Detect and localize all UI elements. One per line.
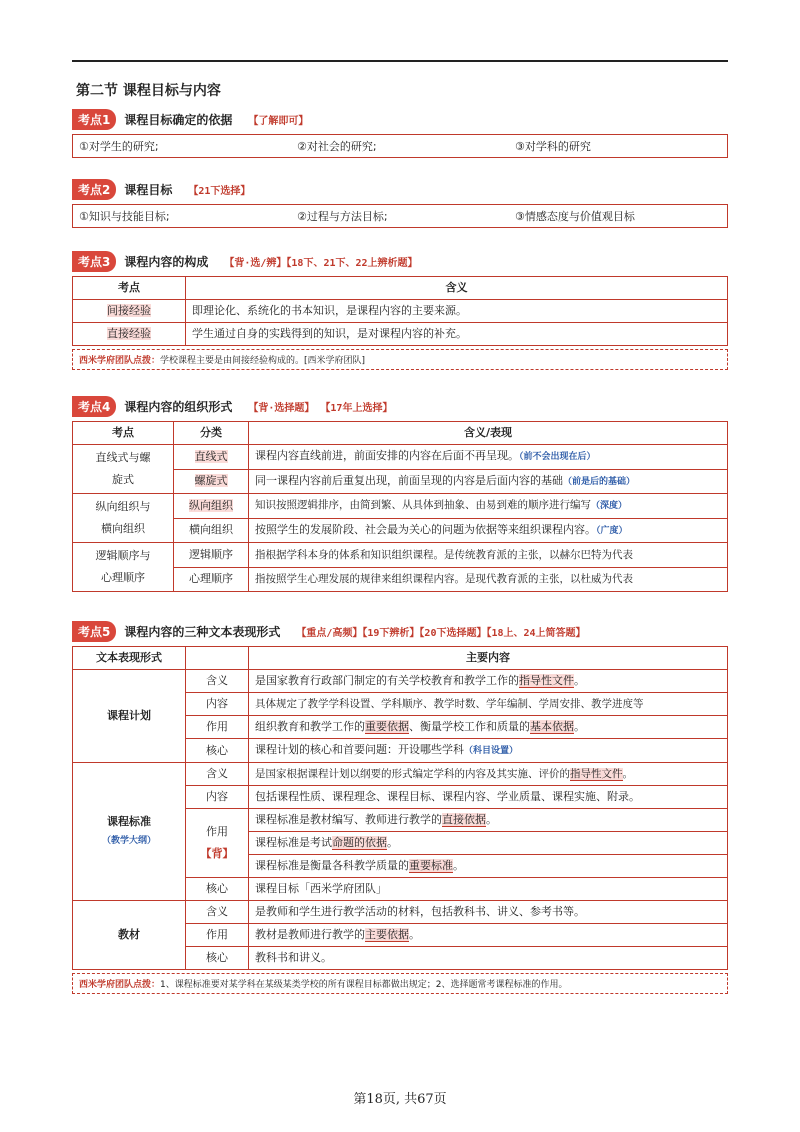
- highlight: 命题的依据: [332, 836, 387, 849]
- k3-meaning: 学生通过自身的实践得到的知识，是对课程内容的补充。: [186, 323, 728, 346]
- k5-key: 核心: [186, 878, 249, 901]
- text: 是国家根据课程计划以纲要的形式编定学科的内容及其实施、评价的: [255, 768, 570, 780]
- table-row: [73, 670, 728, 693]
- top-rule: [72, 60, 728, 62]
- k5-key: 作用: [186, 924, 249, 947]
- k5-table: [72, 646, 728, 970]
- note-text: 学校课程主要是由间接经验构成的。[西米学府团队]: [160, 356, 366, 366]
- k1-item: ②对社会的研究;: [297, 140, 377, 153]
- k4-header: 考点: [73, 422, 174, 445]
- text: 是教师和学生进行教学活动的材料，包括教科书、讲义、参考书等。: [249, 901, 728, 924]
- k2-title: 课程目标: [124, 182, 173, 197]
- text: 。: [387, 836, 398, 849]
- table-row: [73, 300, 728, 323]
- k1-tag: 【了解即可】: [248, 115, 309, 127]
- k4-table: [72, 421, 728, 592]
- k5-std-label: 课程标准: [107, 815, 151, 828]
- k3-badge: 考点3: [72, 251, 116, 272]
- k5-header: 文本表现形式: [73, 647, 186, 670]
- k4-group: 横向组织: [101, 522, 145, 535]
- table-row: [73, 323, 728, 346]
- k4-tag: 【背·选择题】 【17年上选择】: [248, 402, 393, 414]
- section-k3: [72, 250, 728, 370]
- section-k2: [72, 178, 728, 228]
- k5-header: 主要内容: [249, 647, 728, 670]
- k4-type: 纵向组织: [189, 498, 233, 512]
- k4-group: 纵向组织与: [95, 500, 151, 513]
- section-k1: [72, 108, 728, 158]
- k3-table: [72, 276, 728, 346]
- k3-term: 间接经验: [107, 304, 151, 317]
- table-row: [73, 494, 728, 519]
- k4-text: 课程内容直线前进，前面安排的内容在后面不再呈现。: [255, 449, 519, 463]
- section-k4: [72, 395, 728, 592]
- k2-item: ②过程与方法目标;: [297, 210, 388, 223]
- k3-header: 考点: [73, 277, 186, 300]
- k4-header: 含义/表现: [249, 422, 728, 445]
- k3-title: 课程内容的构成: [124, 254, 209, 269]
- k4-hint: （前不会出现在后）: [519, 452, 596, 463]
- k4-header: 分类: [174, 422, 249, 445]
- k5-tag-bei: 【背】: [200, 847, 234, 860]
- k5-plan-label: 课程计划: [73, 670, 186, 763]
- note-text: 1、课程标准要对某学科在某级某类学校的所有课程目标都做出规定；2、选择题常考课程标准的作用。: [160, 980, 568, 990]
- k2-badge: 考点2: [72, 179, 116, 200]
- k4-type: 直线式: [194, 449, 228, 463]
- k4-group: 旋式: [112, 473, 134, 486]
- text: 课程标准是衡量各科教学质量的: [255, 859, 409, 872]
- text: 。: [453, 859, 464, 872]
- text: 。: [574, 720, 585, 733]
- text: 组织教育和教学工作的: [255, 720, 365, 733]
- k5-badge: 考点5: [72, 621, 116, 642]
- text: 。: [622, 768, 633, 780]
- section-k5: [72, 620, 728, 994]
- k5-tag: 【重点/高频】【19下辨析】【20下选择题】【18上、24上简答题】: [296, 627, 586, 639]
- page-footer: 第18页, 共67页: [353, 1092, 447, 1107]
- text: 课程目标「西米学府团队」: [249, 878, 728, 901]
- k5-book-label: 教材: [73, 901, 186, 970]
- k4-group: 心理顺序: [101, 571, 145, 584]
- k4-hint: （广度）: [596, 525, 628, 536]
- k5-key: 含义: [186, 763, 249, 786]
- table-row: [73, 901, 728, 924]
- k5-key: 含义: [186, 670, 249, 693]
- text: 、衡量学校工作和质量的: [409, 720, 530, 733]
- k5-note: [72, 973, 728, 994]
- table-row: [73, 445, 728, 470]
- highlight: 直接依据: [442, 813, 486, 826]
- k5-key: 作用: [206, 825, 228, 838]
- k4-type: 心理顺序: [174, 567, 249, 592]
- page-title: 第二节 课程目标与内容: [76, 83, 221, 99]
- k1-item: ①对学生的研究;: [79, 140, 159, 153]
- k4-hint: （深度）: [591, 501, 628, 512]
- text: 。: [486, 813, 497, 826]
- k2-items: [72, 204, 728, 228]
- k4-text: 按照学生的发展阶段、社会最为关心的问题为依据等来组织课程内容。: [255, 522, 596, 536]
- k4-text: 同一课程内容前后重复出现，前面呈现的内容是后面内容的基础: [255, 473, 563, 487]
- k1-title: 课程目标确定的依据: [124, 112, 233, 127]
- highlight: 基本依据: [530, 720, 574, 733]
- k5-std-sub: （教学大纲）: [101, 836, 156, 846]
- text: 是国家教育行政部门制定的有关学校教育和教学工作的: [255, 674, 519, 687]
- k4-type: 逻辑顺序: [174, 543, 249, 568]
- k5-key: 含义: [186, 901, 249, 924]
- highlight: 主要依据: [365, 928, 409, 941]
- text: 课程计划的核心和首要问题：开设哪些学科: [255, 743, 464, 756]
- k4-text: 知识按照逻辑排序，由简到繁、从具体到抽象、由易到难的顺序进行编写: [255, 499, 591, 512]
- note-label: 西米学府团队点拨：: [79, 980, 161, 990]
- hint: （科目设置）: [464, 746, 519, 756]
- text: 教科书和讲义。: [249, 947, 728, 970]
- k2-item: ①知识与技能目标;: [79, 210, 170, 223]
- k4-hint: （前是后的基础）: [563, 476, 636, 487]
- k5-key: 核心: [186, 947, 249, 970]
- k5-key: 作用: [186, 716, 249, 739]
- k5-key: 内容: [186, 786, 249, 809]
- text: 具体规定了教学学科设置、学科顺序、教学时数、学年编制、学周安排、教学进度等: [249, 693, 728, 716]
- text: 。: [574, 674, 585, 687]
- k1-items: [72, 134, 728, 158]
- highlight: 重要标准: [409, 859, 453, 872]
- k4-text: 指按照学生心理发展的规律来组织课程内容。是现代教育派的主张，以杜威为代表: [249, 567, 728, 592]
- k4-type: 螺旋式: [194, 474, 228, 488]
- k4-group: 直线式与螺: [95, 451, 151, 464]
- highlight: 指导性文件: [570, 768, 623, 780]
- highlight: 重要依据: [365, 720, 409, 733]
- table-row: [73, 543, 728, 568]
- k4-text: 指根据学科本身的体系和知识组织课程。是传统教育派的主张，以赫尔巴特为代表: [249, 543, 728, 568]
- k3-tag: 【背·选/辨】【18下、21下、22上辨析题】: [224, 257, 418, 269]
- k3-header: 含义: [186, 277, 728, 300]
- note-label: 西米学府团队点拨：: [79, 356, 161, 366]
- k4-group: 逻辑顺序与: [95, 549, 151, 562]
- text: 课程标准是考试: [255, 836, 332, 849]
- k1-item: ③对学科的研究: [515, 140, 591, 153]
- k4-type: 横向组织: [174, 518, 249, 543]
- text: 包括课程性质、课程理念、课程目标、课程内容、学业质量、课程实施、附录。: [249, 786, 728, 809]
- k3-term: 直接经验: [107, 327, 151, 340]
- k5-title: 课程内容的三种文本表现形式: [124, 624, 281, 639]
- k3-meaning: 即理论化、系统化的书本知识，是课程内容的主要来源。: [186, 300, 728, 323]
- k5-key: 核心: [186, 739, 249, 763]
- k5-key: 内容: [186, 693, 249, 716]
- text: 教材是教师进行教学的: [255, 928, 365, 941]
- highlight: 指导性文件: [519, 674, 574, 687]
- text: 。: [409, 928, 420, 941]
- k4-title: 课程内容的组织形式: [124, 399, 233, 414]
- k4-badge: 考点4: [72, 396, 116, 417]
- text: 课程标准是教材编写、教师进行教学的: [255, 813, 442, 826]
- table-row: [73, 763, 728, 786]
- k2-item: ③情感态度与价值观目标: [515, 210, 635, 223]
- k1-badge: 考点1: [72, 109, 116, 130]
- k3-note: [72, 349, 728, 370]
- k2-tag: 【21下选择】: [188, 185, 251, 197]
